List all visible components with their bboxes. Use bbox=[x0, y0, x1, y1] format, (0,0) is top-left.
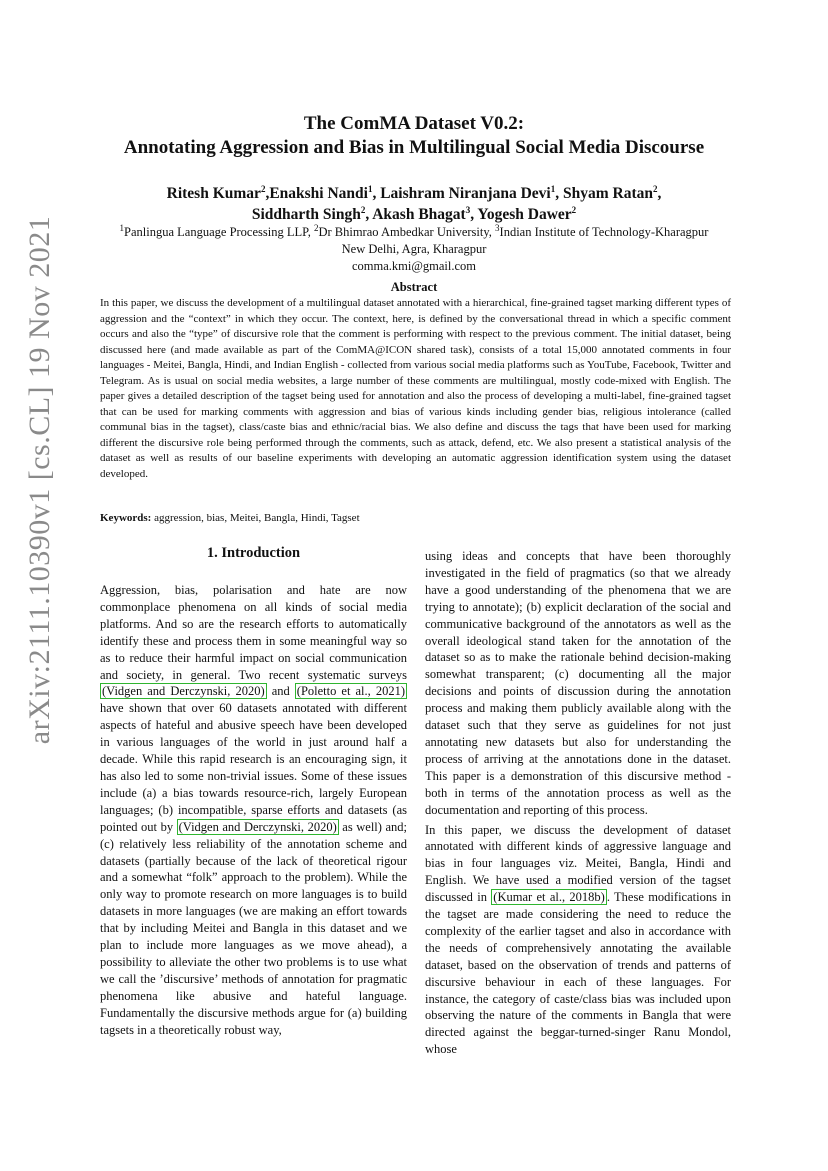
keywords-list: aggression, bias, Meitei, Bangla, Hindi, Tagset bbox=[151, 512, 360, 524]
affiliations bbox=[96, 224, 732, 275]
author-separator: , bbox=[470, 206, 478, 223]
affiliation-mark: 2 bbox=[313, 222, 319, 233]
paper-title bbox=[100, 112, 728, 160]
paragraph-text: . These modifications in the tagset are made considering the need to reduce the complexity of the earlier tagset and also in accordance with the needs of comprehensively annotating the available dataset, based on the observation of trends and patterns of discursive behaviour in each of these languages. For instance, the category of caste/class bias was included upon observing the nature of the comments in Bangla that were directed against the beggar-turned-singer Ranu Mondol, whose bbox=[425, 890, 731, 1057]
paragraph bbox=[100, 582, 407, 1038]
affiliation-mark: 1 bbox=[119, 222, 125, 233]
paragraph-text: In this paper, we discuss the development of dataset annotated with different kinds of aggressive language and bias in four languages viz. Meitei, Bangla, Hindi and English. We have used a modified version of the tagset discussed in bbox=[425, 822, 731, 905]
affiliation-mark: 3 bbox=[495, 222, 500, 233]
keywords-line bbox=[100, 512, 360, 524]
paragraph-text: as well) and; (c) relatively less reliability of the annotation scheme and datasets (partially because of the lack of theoretical rigour and a somewhat “folk” approach to the problem). While the only way to promote research on more languages is to build datasets in more languages (we are making an effort towards that by including Meitei and Bangla in this dataset and we plan to include more languages as we move ahead), a possibility to alleviate the other two problems is to use what we call the ’discursive’ methods of annotation for pragmatic phenomena like abusive and hateful language. Fundamentally the discursive methods argue for (a) building tagsets in a theoretically robust way, bbox=[100, 819, 408, 1037]
author-separator: , bbox=[265, 185, 270, 202]
citation-link[interactable]: (Vidgen and Derczynski, 2020) bbox=[178, 819, 337, 834]
arxiv-identifier-text: arXiv:2111.10390v1 [cs.CL] 19 Nov 2021 bbox=[23, 215, 57, 745]
author-affiliation-mark: 2 bbox=[260, 183, 266, 194]
title-line-1: The ComMA Dataset V0.2: bbox=[303, 113, 525, 134]
paragraph-text: Aggression, bias, polarisation and hate are now commonplace phenomena on all kinds of social media platforms. And so are the research efforts to automatically identify these and process them in some meaningful way so as to reduce their harmful impact on social communication and society, in general. Two recent systematic surveys bbox=[100, 583, 407, 682]
author-name: Shyam Ratan bbox=[562, 185, 653, 202]
citation-link[interactable]: (Vidgen and Derczynski, 2020) bbox=[102, 684, 265, 699]
affiliation-locations: New Delhi, Agra, Kharagpur bbox=[341, 242, 487, 256]
section-heading-introduction: 1. Introduction bbox=[206, 545, 301, 561]
citation-link[interactable]: (Kumar et al., 2018b) bbox=[493, 890, 605, 905]
paragraph-text: have shown that over 60 datasets annotated with different aspects of hateful and abusive speech have been developed in various languages of the world in just around half a decade. While this rapid research is an encouraging sign, it has also led to some non-trivial issues. Some of these issues include (a) a bias towards resource-rich, largely European languages; (b) incompatible, sparse efforts and datasets (as pointed out by bbox=[100, 701, 407, 834]
author-affiliation-mark: 2 bbox=[360, 204, 366, 215]
author-affiliation-mark: 1 bbox=[367, 183, 373, 194]
author-name: Akash Bhagat bbox=[372, 206, 466, 223]
author-separator: , bbox=[657, 185, 662, 202]
affiliation-3: Indian Institute of Technology-Kharagpur bbox=[499, 225, 709, 239]
author-list bbox=[100, 183, 728, 225]
title-line-2: Annotating Aggression and Bias in Multilingual Social Media Discourse bbox=[123, 137, 705, 158]
author-line-1 bbox=[100, 183, 728, 204]
paragraph: using ideas and concepts that have been thoroughly investigated in the field of pragmatics (so that we already have a good understanding of the phenomena that we are trying to annotate); (b) explicit declaration of the social and communicative background of the annotators as well as the overall ideological stand taken for the annotation of the dataset so as to make the rationale behind decision-making somewhat transparent; (c) documenting all the major decisions and points of discussion during the annotation process and making them publicly available along with the dataset such that they serve as guidelines for not just annotating new datasets but also for understanding the process of arriving at the annotations done in the dataset. This paper is a demonstration of this discursive method - both in terms of the annotation process as well as the documentation and reporting of this process. bbox=[425, 549, 731, 817]
arxiv-identifier-stamp bbox=[22, 170, 58, 790]
keywords-label: Keywords: bbox=[100, 512, 152, 524]
right-column bbox=[425, 548, 731, 1058]
author-affiliation-mark: 2 bbox=[652, 183, 658, 194]
author-name: Yogesh Dawer bbox=[477, 206, 572, 223]
author-affiliation-mark: 2 bbox=[571, 204, 577, 215]
abstract-text: In this paper, we discuss the development of a multilingual dataset annotated with a hierarchical, fine-grained tagset marking different types of aggression and the “context” in which they occur. The context, here, is defined by the conversational thread in which a specific comment occurs and also the “type” of discursive role that the comment is performing with respect to the previous comment. The initial dataset, being discussed here (and made available as part of the ComMA@ICON shared task), consists of a total 15,000 annotated comments in four languages - Meitei, Bangla, Hindi, and Indian English - collected from various social media platforms such as YouTube, Facebook, Twitter and Telegram. As is usual on social media websites, a large number of these comments are multilingual, mostly code-mixed with English. The paper gives a detailed description of the tagset being used for annotation and also the process of developing a multi-label, fine-grained tagset that can be used for marking comments with aggression and bias of various kinds including gender bias, religious intolerance (called communal bias in the tagset), class/caste bias and ethnic/racial bias. We also define and discuss the tags that have been used for marking different the discursive role being performed through the comments, such as attack, defend, etc. We also present a statistical analysis of the dataset as well as results of our baseline experiments with developing an automatic aggression identification system using the dataset developed. bbox=[100, 297, 731, 481]
affiliation-2: Dr Bhimrao Ambedkar University, bbox=[318, 225, 496, 239]
author-separator: , bbox=[555, 185, 563, 202]
paragraph bbox=[425, 822, 731, 1059]
abstract-heading: Abstract bbox=[390, 280, 438, 294]
author-affiliation-mark: 1 bbox=[550, 183, 556, 194]
author-name: Laishram Niranjana Devi bbox=[380, 185, 551, 202]
author-affiliation-mark: 3 bbox=[465, 204, 471, 215]
author-line-2 bbox=[100, 204, 728, 225]
affiliation-1: Panlingua Language Processing LLP, bbox=[124, 225, 314, 239]
author-separator: , bbox=[365, 206, 373, 223]
citation-link[interactable]: (Poletto et al., 2021) bbox=[296, 684, 405, 699]
author-separator: , bbox=[372, 185, 381, 202]
author-name: Ritesh Kumar bbox=[166, 185, 261, 202]
left-column bbox=[100, 582, 407, 1038]
affiliation-line bbox=[96, 224, 732, 241]
author-name: Siddharth Singh bbox=[251, 206, 361, 223]
contact-email[interactable]: comma.kmi@gmail.com bbox=[352, 259, 476, 273]
author-name: Enakshi Nandi bbox=[269, 185, 368, 202]
paragraph-text: and bbox=[266, 684, 295, 699]
